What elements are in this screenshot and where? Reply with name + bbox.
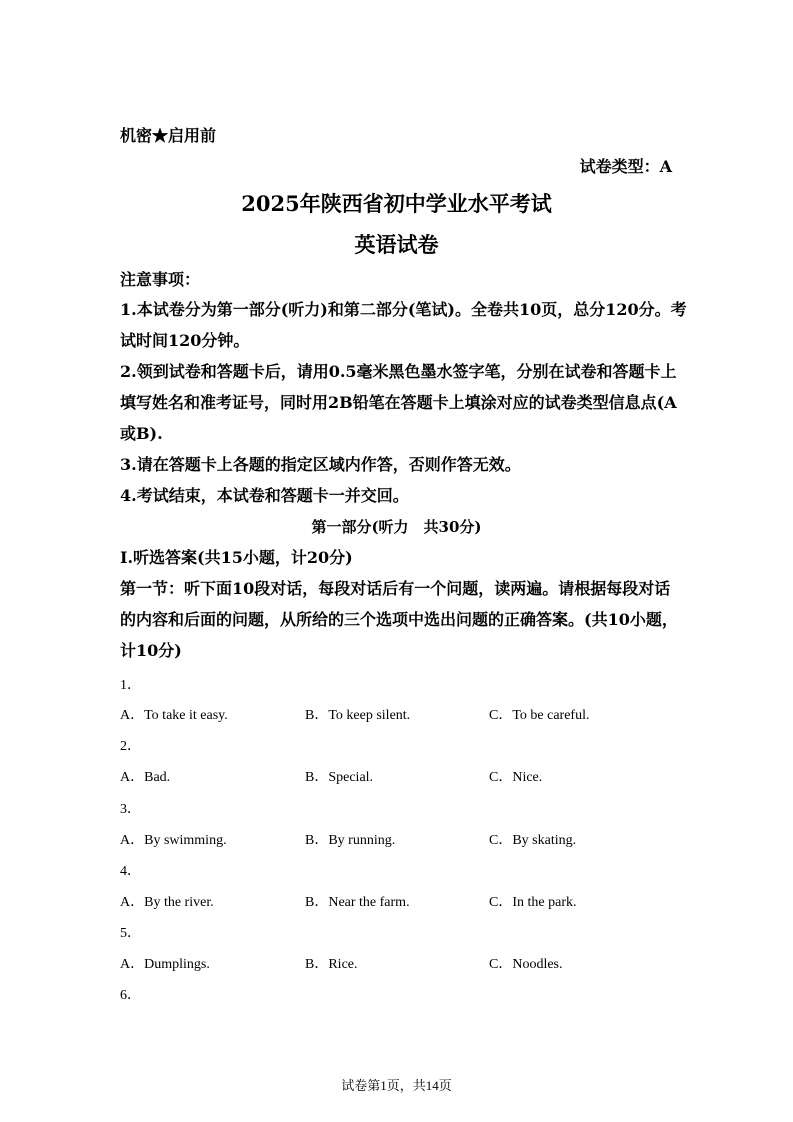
option-c: C．By skating. <box>489 833 577 848</box>
option-c: C．In the park. <box>489 895 577 910</box>
option-b: B．By running. <box>305 833 396 848</box>
question-number: 6． <box>120 988 141 1003</box>
option-b: B．Special. <box>305 770 374 785</box>
note-3: 3.请在答题卡上各题的指定区域内作答，否则作答无效。 <box>120 455 521 474</box>
question-number: 4． <box>120 864 141 879</box>
instructions-line-2: 的内容和后面的问题，从所给的三个选项中选出问题的正确答案。(共10小题， <box>120 610 678 629</box>
note-2-line-2: 填写姓名和准考证号，同时用2B铅笔在答题卡上填涂对应的试卷类型信息点(A <box>120 393 677 412</box>
note-2-line-3: 或B). <box>120 424 163 443</box>
question-number: 5． <box>120 926 141 941</box>
note-1-line-1: 1.本试卷分为第一部分(听力)和第二部分(笔试)。全卷共10页，总分120分。考 <box>120 300 687 319</box>
exam-title: 2025年陕西省初中学业水平考试 <box>241 191 552 216</box>
exam-subtitle: 英语试卷 <box>354 232 439 257</box>
option-b: B．Near the farm. <box>305 895 410 910</box>
option-a: A．Bad. <box>120 770 171 785</box>
option-b: B．To keep silent. <box>305 708 411 723</box>
part1-heading: 第一部分(听力 共30分) <box>311 518 482 536</box>
option-a: A．By the river. <box>120 895 214 910</box>
note-2-line-1: 2.领到试卷和答题卡后，请用0.5毫米黑色墨水签字笔，分别在试卷和答题卡上 <box>120 362 677 381</box>
instructions-line-3: 计10分) <box>120 641 182 660</box>
option-c: C．Nice. <box>489 770 543 785</box>
question-number: 2． <box>120 739 141 754</box>
option-a: A．By swimming. <box>120 833 227 848</box>
instructions-line-1: 第一节：听下面10段对话，每段对话后有一个问题，读两遍。请根据每段对话 <box>120 579 671 598</box>
question-number: 3． <box>120 802 141 817</box>
note-4: 4.考试结束，本试卷和答题卡一并交回。 <box>120 486 409 505</box>
section1-heading: I.听选答案(共15小题，计20分) <box>120 548 353 567</box>
confidential-label: 机密★启用前 <box>120 126 217 145</box>
page-footer: 试卷第1页，共14页 <box>341 1078 452 1093</box>
option-b: B．Rice. <box>305 957 358 972</box>
option-c: C．To be careful. <box>489 708 590 723</box>
question-number: 1． <box>120 678 141 693</box>
option-a: A．To take it easy. <box>120 708 228 723</box>
notes-heading: 注意事项： <box>120 270 201 289</box>
option-c: C．Noodles. <box>489 957 563 972</box>
option-a: A．Dumplings. <box>120 957 210 972</box>
paper-type-label: 试卷类型：A <box>579 157 672 176</box>
note-1-line-2: 试时间120分钟。 <box>120 331 250 350</box>
